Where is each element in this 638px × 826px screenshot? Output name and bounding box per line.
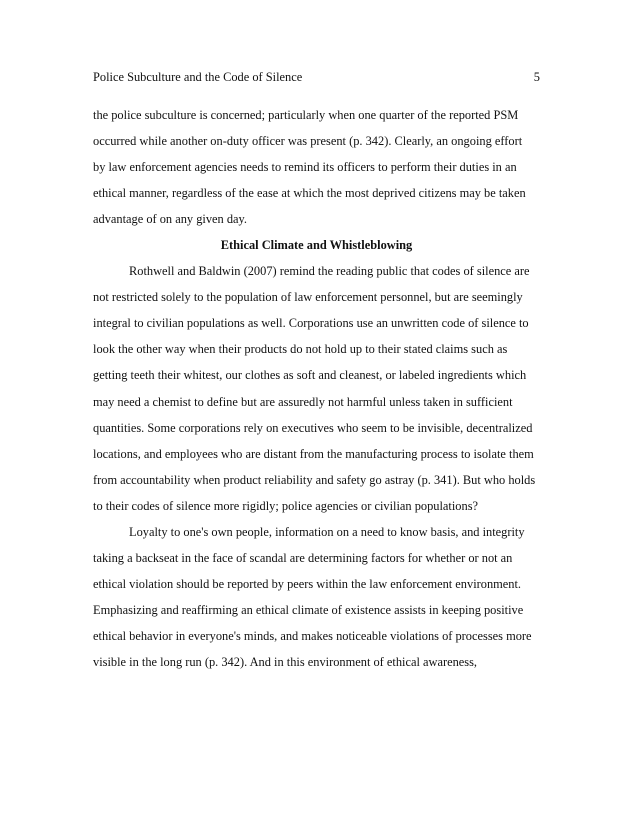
- text-line: to their codes of silence more rigidly; police agencies or civilian populations?: [93, 498, 479, 513]
- text-line: by law enforcement agencies needs to remind its officers to perform their duties in an: [93, 160, 517, 175]
- text-line: not restricted solely to the population of law enforcement personnel, but are seemingly: [93, 290, 523, 305]
- text-line: from accountability when product reliability and safety go astray (p. 341). But who holds: [93, 472, 536, 487]
- text-line: quantities. Some corporations rely on executives who seem to be invisible, decentralized: [93, 420, 533, 435]
- page-number: 5: [533, 70, 540, 84]
- paragraph-loyalty: [93, 519, 543, 675]
- body-text: [93, 102, 543, 675]
- text-line: ethical violation should be reported by peers within the law enforcement environment.: [93, 576, 522, 591]
- text-line: locations, and employees who are distant from the manufacturing process to isolate them: [93, 446, 534, 461]
- text-line: advantage of on any given day.: [93, 212, 248, 227]
- text-line: ethical manner, regardless of the ease at which the most deprived citizens may be taken: [93, 186, 526, 201]
- text-line: the police subculture is concerned; particularly when one quarter of the reported PSM: [93, 108, 519, 122]
- paragraph-continued: [93, 102, 543, 232]
- text-line: integral to civilian populations as well. Corporations use an unwritten code of silence to: [93, 316, 529, 331]
- text-line: occurred while another on-duty officer was present (p. 342). Clearly, an ongoing effort: [93, 134, 523, 149]
- text-line: ethical behavior in everyone's minds, and makes noticeable violations of processes more: [93, 628, 532, 643]
- text-line: visible in the long run (p. 342). And in this environment of ethical awareness,: [93, 654, 478, 669]
- paragraph-rothwell-baldwin: [93, 258, 543, 518]
- text-line: taking a backseat in the face of scandal are determining factors for whether or not an: [93, 550, 513, 565]
- text-line: getting teeth their whitest, our clothes as soft and cleanest, or labeled ingredients which: [93, 368, 527, 383]
- text-line: Emphasizing and reaffirming an ethical climate of existence assists in keeping positive: [93, 602, 524, 617]
- running-header: [93, 67, 540, 87]
- text-line: Rothwell and Baldwin (2007) remind the reading public that codes of silence are: [129, 264, 530, 279]
- text-line: Loyalty to one's own people, information on a need to know basis, and integrity: [129, 524, 525, 539]
- section-heading: Ethical Climate and Whistleblowing: [220, 238, 413, 253]
- running-head-title: Police Subculture and the Code of Silence: [93, 70, 303, 84]
- text-line: may need a chemist to define but are assuredly not harmful unless taken in sufficient: [93, 394, 513, 409]
- text-line: look the other way when their products do not hold up to their stated claims such as: [93, 342, 508, 357]
